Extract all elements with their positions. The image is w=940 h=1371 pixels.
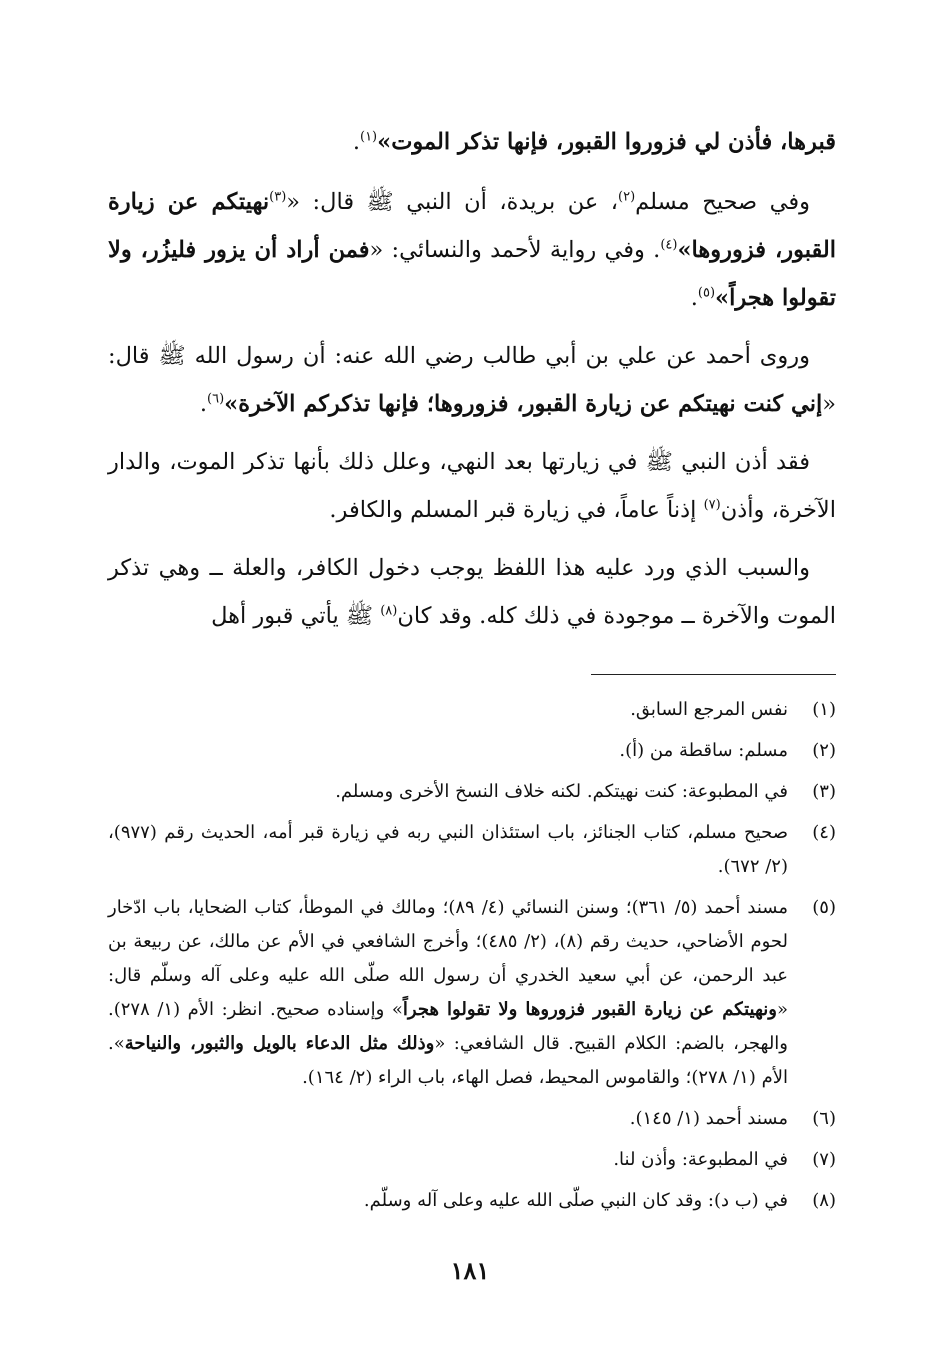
footnote-text: نفس المرجع السابق.	[630, 699, 788, 720]
paragraph-3	[108, 332, 836, 428]
hadith-text: إني كنت نهيتكم عن زيارة القبور، فزوروها؛ فإنها تذكركم الآخرة»	[224, 391, 823, 417]
footnote-number: (٥)	[812, 897, 836, 918]
footnote-number: (٤)	[812, 822, 836, 843]
text: .	[690, 285, 698, 311]
text: ، عن بريدة، أن النبي ﷺ قال: «	[286, 189, 619, 215]
footnote-ref-3: (٣)	[269, 189, 287, 205]
text: .	[352, 129, 360, 155]
paragraph-4	[108, 438, 836, 534]
footnote-text: في المطبوعة: وأذن لنا.	[613, 1149, 788, 1170]
text: مسند أحمد (٥/ ٣٦١)؛ وسنن النسائي (٤/ ٨٩)؛ ومالك في الموطأ، كتاب الضحايا، باب ادّخار لحوم الأضاحي، حديث رقم (٨)، (٢/ ٤٨٥)؛ وأخرج الشافعي في الأم عن مالك، عن ربيعة بن عبد الرحمن، عن أبي سعيد الخدري أن رسول الله صلّى الله عليه وعلى آله وسلّم قال: «	[108, 897, 789, 1020]
text: فقد أذن النبي ﷺ في زيارتها بعد النهي، وعلل ذلك بأنها تذكر الموت، والدار الآخرة، وأذن	[108, 449, 836, 523]
page-number: ١٨١	[450, 1256, 490, 1285]
text: وفي صحيح مسلم	[635, 189, 810, 215]
hadith-text: نهيتكم عن زيارة القبور، فزوروها»	[108, 189, 836, 263]
footnote-text: مسند أحمد (١/ ١٤٥).	[629, 1108, 788, 1129]
footnote-2	[108, 734, 836, 768]
text: » وإسناده صحيح. انظر: الأم (١/ ٢٧٨). والهجر، بالضم: الكلام القبيح. قال الشافعي: «	[108, 999, 788, 1054]
footnote-4	[108, 816, 836, 884]
hadith-text: قبرها، فأذن لي فزوروا القبور، فإنها تذكر الموت»	[377, 129, 836, 155]
footnote-divider	[591, 674, 836, 675]
text: .	[199, 391, 207, 417]
footnote-7	[108, 1143, 836, 1177]
text: ﷺ يأتي قبور أهل	[211, 603, 381, 629]
footnote-ref-4: (٤)	[660, 237, 678, 253]
hadith-text: فمن أراد أن يزور فليزُر، ولا تقولوا هجراً»	[108, 237, 836, 311]
footnote-ref-2: (٢)	[618, 189, 636, 205]
footnote-ref-6: (٦)	[207, 391, 225, 407]
footnote-text: مسلم: ساقطة من (أ).	[619, 740, 788, 761]
footnote-ref-7: (٧)	[703, 497, 721, 513]
footnote-6	[108, 1102, 836, 1136]
paragraph-5	[108, 544, 836, 640]
footnote-8	[108, 1184, 836, 1218]
footnote-number: (٧)	[812, 1149, 836, 1170]
footnote-number: (٢)	[812, 740, 836, 761]
footnote-text	[108, 891, 788, 1095]
footnote-number: (١)	[812, 699, 836, 720]
footnote-ref-8: (٨)	[380, 603, 398, 619]
footnote-number: (٦)	[812, 1108, 836, 1129]
footnote-3	[108, 775, 836, 809]
paragraph-2	[108, 178, 836, 322]
footnote-ref-5: (٥)	[697, 285, 716, 301]
text: إذناً عاماً، في زيارة قبر المسلم والكافر.	[329, 497, 704, 523]
footnote-1	[108, 693, 836, 727]
footnote-text: صحيح مسلم، كتاب الجنائز، باب استئذان النبي ربه في زيارة قبر أمه، الحديث رقم (٩٧٧)، (٢/ ٦٧٢).	[108, 822, 788, 877]
text: ». الأم (١/ ٢٧٨)؛ والقاموس المحيط، فصل الهاء، باب الراء (٢/ ١٦٤).	[108, 1033, 788, 1088]
footnote-text: في المطبوعة: كنت نهيتكم. لكنه خلاف النسخ الأخرى ومسلم.	[335, 781, 788, 802]
footnote-number: (٨)	[812, 1190, 836, 1211]
footnote-number: (٣)	[812, 781, 836, 802]
text: والسبب الذي ورد عليه هذا اللفظ يوجب دخول الكافر، والعلة ــ وهي تذكر الموت والآخرة ــ موجودة في ذلك كله. وقد كان	[108, 555, 836, 629]
text: وروى أحمد عن علي بن أبي طالب رضي الله عنه: أن رسول الله ﷺ قال: «	[108, 343, 836, 417]
quoted-hadith: ونهيتكم عن زيارة القبور فزوروها ولا تقولوا هجراً	[402, 999, 777, 1020]
footnote-ref-1: (١)	[359, 129, 378, 145]
footnote-text: في (ب د): وقد كان النبي صلّى الله عليه وعلى آله وسلّم.	[363, 1190, 788, 1211]
paragraph-1	[108, 118, 836, 166]
quoted-text: وذلك مثل الدعاء بالويل والثبور، والنياحة	[124, 1033, 435, 1054]
footnotes	[108, 693, 836, 1218]
text: . وفي رواية لأحمد والنسائي: «	[369, 237, 661, 263]
footnote-5	[108, 891, 836, 1095]
